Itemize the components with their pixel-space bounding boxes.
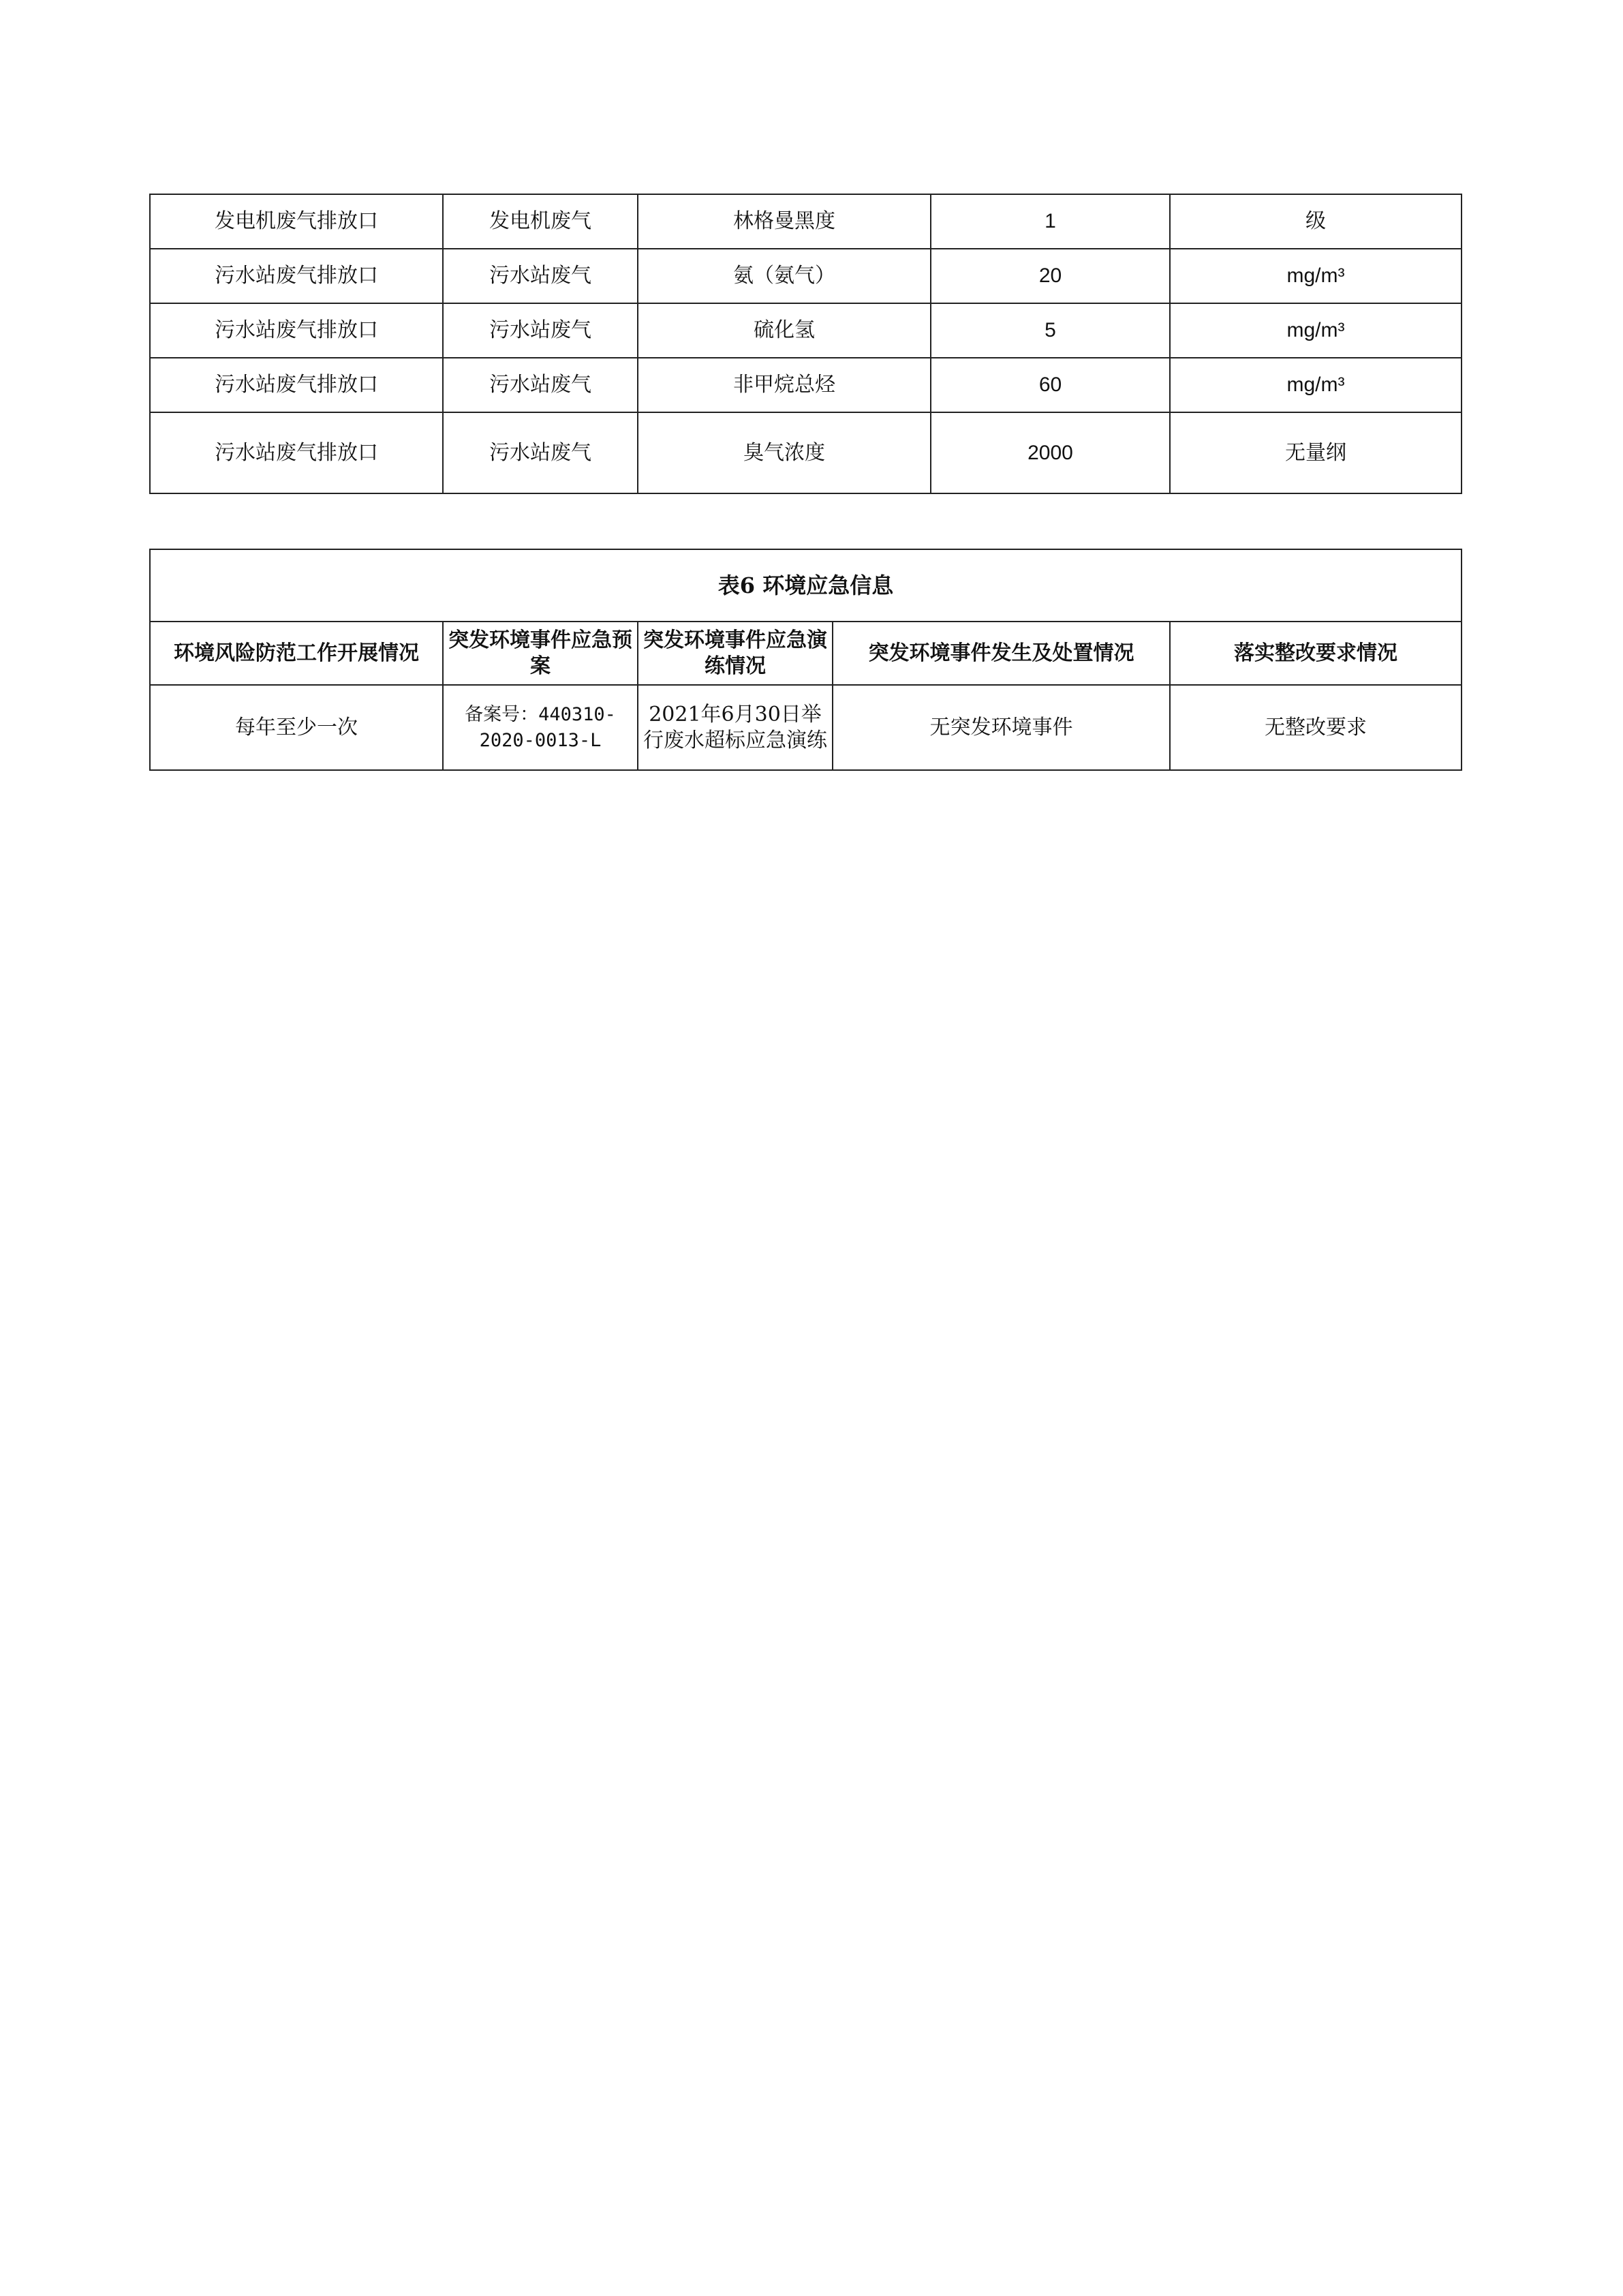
emergency-drill-cell: 2021年6月30日举行废水超标应急演练 — [638, 685, 833, 770]
outlet-name-cell: 污水站废气排放口 — [150, 303, 443, 358]
pollutant-cell: 氨（氨气） — [638, 249, 931, 303]
unit-cell: 级 — [1170, 194, 1462, 249]
unit-cell: mg/m³ — [1170, 249, 1462, 303]
limit-value-cell: 20 — [931, 249, 1170, 303]
table-row — [150, 194, 1462, 249]
risk-prevention-cell: 每年至少一次 — [150, 685, 443, 770]
table-row — [150, 249, 1462, 303]
emergency-plan-cell: 备案号：440310-2020-0013-L — [443, 685, 638, 770]
outlet-name-cell: 发电机废气排放口 — [150, 194, 443, 249]
table-header-row — [150, 622, 1462, 685]
emission-type-cell: 污水站废气 — [443, 303, 638, 358]
emission-type-cell: 污水站废气 — [443, 358, 638, 412]
pollutant-cell: 臭气浓度 — [638, 412, 931, 493]
column-header: 突发环境事件应急演练情况 — [638, 622, 833, 685]
limit-value-cell: 5 — [931, 303, 1170, 358]
pollutant-cell: 硫化氢 — [638, 303, 931, 358]
pollutant-cell: 非甲烷总烃 — [638, 358, 931, 412]
table-row — [150, 685, 1462, 770]
emission-type-cell: 污水站废气 — [443, 412, 638, 493]
incident-cell: 无突发环境事件 — [833, 685, 1170, 770]
column-header: 环境风险防范工作开展情况 — [150, 622, 443, 685]
emissions-table — [149, 194, 1462, 494]
outlet-name-cell: 污水站废气排放口 — [150, 249, 443, 303]
emission-type-cell: 污水站废气 — [443, 249, 638, 303]
unit-cell: 无量纲 — [1170, 412, 1462, 493]
table-row — [150, 412, 1462, 493]
emergency-info-table — [149, 549, 1462, 771]
emission-type-cell: 发电机废气 — [443, 194, 638, 249]
limit-value-cell: 2000 — [931, 412, 1170, 493]
column-header: 突发环境事件应急预案 — [443, 622, 638, 685]
limit-value-cell: 1 — [931, 194, 1170, 249]
pollutant-cell: 林格曼黑度 — [638, 194, 931, 249]
table-title: 表6 环境应急信息 — [150, 549, 1462, 622]
limit-value-cell: 60 — [931, 358, 1170, 412]
column-header: 落实整改要求情况 — [1170, 622, 1462, 685]
rectification-cell: 无整改要求 — [1170, 685, 1462, 770]
outlet-name-cell: 污水站废气排放口 — [150, 412, 443, 493]
table-row — [150, 303, 1462, 358]
unit-cell: mg/m³ — [1170, 303, 1462, 358]
table-title-row — [150, 549, 1462, 622]
unit-cell: mg/m³ — [1170, 358, 1462, 412]
table-row — [150, 358, 1462, 412]
column-header: 突发环境事件发生及处置情况 — [833, 622, 1170, 685]
outlet-name-cell: 污水站废气排放口 — [150, 358, 443, 412]
